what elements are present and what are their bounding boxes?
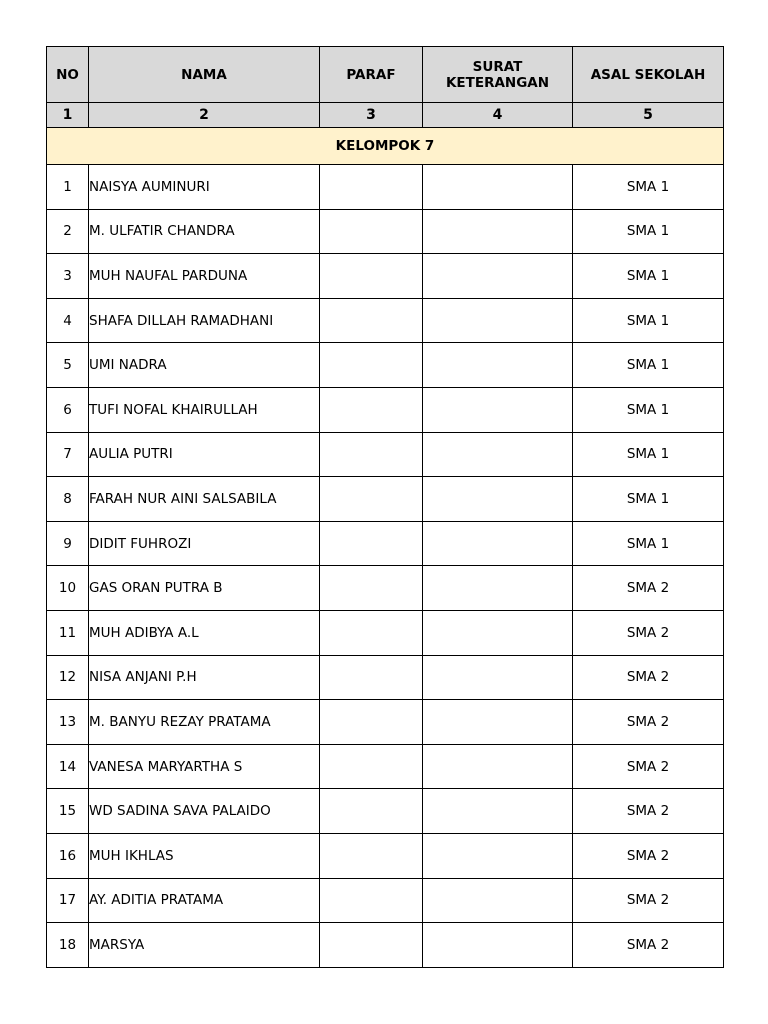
school-origin: SMA 2 [573, 833, 724, 878]
paraf-cell[interactable] [320, 432, 423, 477]
row-number: 8 [47, 477, 89, 522]
student-name: AY. ADITIA PRATAMA [89, 878, 320, 923]
paraf-cell[interactable] [320, 566, 423, 611]
student-name: GAS ORAN PUTRA B [89, 566, 320, 611]
school-origin: SMA 2 [573, 566, 724, 611]
paraf-cell[interactable] [320, 209, 423, 254]
column-number: 2 [89, 103, 320, 128]
surat-keterangan-cell[interactable] [423, 833, 573, 878]
school-origin: SMA 2 [573, 700, 724, 745]
header-surat-keterangan [423, 47, 573, 103]
table-row [47, 878, 724, 923]
paraf-cell[interactable] [320, 254, 423, 299]
row-number: 11 [47, 610, 89, 655]
paraf-cell[interactable] [320, 744, 423, 789]
table-row [47, 298, 724, 343]
paraf-cell[interactable] [320, 298, 423, 343]
paraf-cell[interactable] [320, 789, 423, 834]
surat-keterangan-cell[interactable] [423, 700, 573, 745]
paraf-cell[interactable] [320, 477, 423, 522]
column-number: 1 [47, 103, 89, 128]
group-label: KELOMPOK 7 [47, 128, 724, 165]
paraf-cell[interactable] [320, 878, 423, 923]
student-name: WD SADINA SAVA PALAIDO [89, 789, 320, 834]
row-number: 12 [47, 655, 89, 700]
school-origin: SMA 1 [573, 477, 724, 522]
surat-keterangan-cell[interactable] [423, 343, 573, 388]
row-number: 1 [47, 165, 89, 210]
row-number: 4 [47, 298, 89, 343]
table-row [47, 610, 724, 655]
table-row [47, 477, 724, 522]
school-origin: SMA 1 [573, 387, 724, 432]
school-origin: SMA 2 [573, 610, 724, 655]
school-origin: SMA 2 [573, 744, 724, 789]
table-row [47, 744, 724, 789]
school-origin: SMA 2 [573, 789, 724, 834]
header-surat-line2: KETERANGAN [445, 74, 550, 91]
paraf-cell[interactable] [320, 343, 423, 388]
table-row [47, 700, 724, 745]
surat-keterangan-cell[interactable] [423, 923, 573, 968]
table-row [47, 923, 724, 968]
surat-keterangan-cell[interactable] [423, 610, 573, 655]
row-number: 17 [47, 878, 89, 923]
student-name: MUH ADIBYA A.L [89, 610, 320, 655]
row-number: 5 [47, 343, 89, 388]
table-row [47, 521, 724, 566]
surat-keterangan-cell[interactable] [423, 432, 573, 477]
surat-keterangan-cell[interactable] [423, 566, 573, 611]
surat-keterangan-cell[interactable] [423, 521, 573, 566]
row-number: 9 [47, 521, 89, 566]
table-row [47, 254, 724, 299]
table-row [47, 655, 724, 700]
header-nama: NAMA [89, 47, 320, 103]
row-number: 15 [47, 789, 89, 834]
table-row [47, 789, 724, 834]
table-row [47, 432, 724, 477]
school-origin: SMA 2 [573, 923, 724, 968]
surat-keterangan-cell[interactable] [423, 655, 573, 700]
school-origin: SMA 2 [573, 878, 724, 923]
group-row [47, 128, 724, 165]
paraf-cell[interactable] [320, 700, 423, 745]
school-origin: SMA 1 [573, 165, 724, 210]
table-row [47, 566, 724, 611]
row-number: 13 [47, 700, 89, 745]
row-number: 7 [47, 432, 89, 477]
school-origin: SMA 1 [573, 343, 724, 388]
table-row [47, 833, 724, 878]
school-origin: SMA 1 [573, 254, 724, 299]
header-asal-sekolah: ASAL SEKOLAH [573, 47, 724, 103]
school-origin: SMA 2 [573, 655, 724, 700]
surat-keterangan-cell[interactable] [423, 298, 573, 343]
paraf-cell[interactable] [320, 833, 423, 878]
table-row [47, 165, 724, 210]
header-paraf: PARAF [320, 47, 423, 103]
header-surat-line1: SURAT [472, 58, 523, 75]
row-number: 18 [47, 923, 89, 968]
surat-keterangan-cell[interactable] [423, 744, 573, 789]
surat-keterangan-cell[interactable] [423, 789, 573, 834]
student-name: NAISYA AUMINURI [89, 165, 320, 210]
student-name: M. BANYU REZAY PRATAMA [89, 700, 320, 745]
paraf-cell[interactable] [320, 655, 423, 700]
student-name: NISA ANJANI P.H [89, 655, 320, 700]
student-name: MARSYA [89, 923, 320, 968]
header-no: NO [47, 47, 89, 103]
row-number: 6 [47, 387, 89, 432]
table-row [47, 343, 724, 388]
student-name: FARAH NUR AINI SALSABILA [89, 477, 320, 522]
table-row [47, 209, 724, 254]
paraf-cell[interactable] [320, 923, 423, 968]
surat-keterangan-cell[interactable] [423, 878, 573, 923]
attendance-table [46, 46, 724, 968]
column-number: 5 [573, 103, 724, 128]
student-name: DIDIT FUHROZI [89, 521, 320, 566]
row-number: 2 [47, 209, 89, 254]
surat-keterangan-cell[interactable] [423, 209, 573, 254]
student-name: SHAFA DILLAH RAMADHANI [89, 298, 320, 343]
row-number: 16 [47, 833, 89, 878]
student-name: VANESA MARYARTHA S [89, 744, 320, 789]
surat-keterangan-cell[interactable] [423, 387, 573, 432]
school-origin: SMA 1 [573, 209, 724, 254]
table-row [47, 387, 724, 432]
paraf-cell[interactable] [320, 165, 423, 210]
school-origin: SMA 1 [573, 432, 724, 477]
paraf-cell[interactable] [320, 610, 423, 655]
surat-keterangan-cell[interactable] [423, 254, 573, 299]
school-origin: SMA 1 [573, 298, 724, 343]
column-number: 3 [320, 103, 423, 128]
column-number: 4 [423, 103, 573, 128]
student-name: TUFI NOFAL KHAIRULLAH [89, 387, 320, 432]
column-number-row [47, 103, 724, 128]
row-number: 3 [47, 254, 89, 299]
student-name: M. ULFATIR CHANDRA [89, 209, 320, 254]
student-name: AULIA PUTRI [89, 432, 320, 477]
paraf-cell[interactable] [320, 387, 423, 432]
student-name: MUH IKHLAS [89, 833, 320, 878]
row-number: 14 [47, 744, 89, 789]
header-row [47, 47, 724, 103]
paraf-cell[interactable] [320, 521, 423, 566]
row-number: 10 [47, 566, 89, 611]
surat-keterangan-cell[interactable] [423, 477, 573, 522]
student-name: MUH NAUFAL PARDUNA [89, 254, 320, 299]
student-name: UMI NADRA [89, 343, 320, 388]
school-origin: SMA 1 [573, 521, 724, 566]
surat-keterangan-cell[interactable] [423, 165, 573, 210]
